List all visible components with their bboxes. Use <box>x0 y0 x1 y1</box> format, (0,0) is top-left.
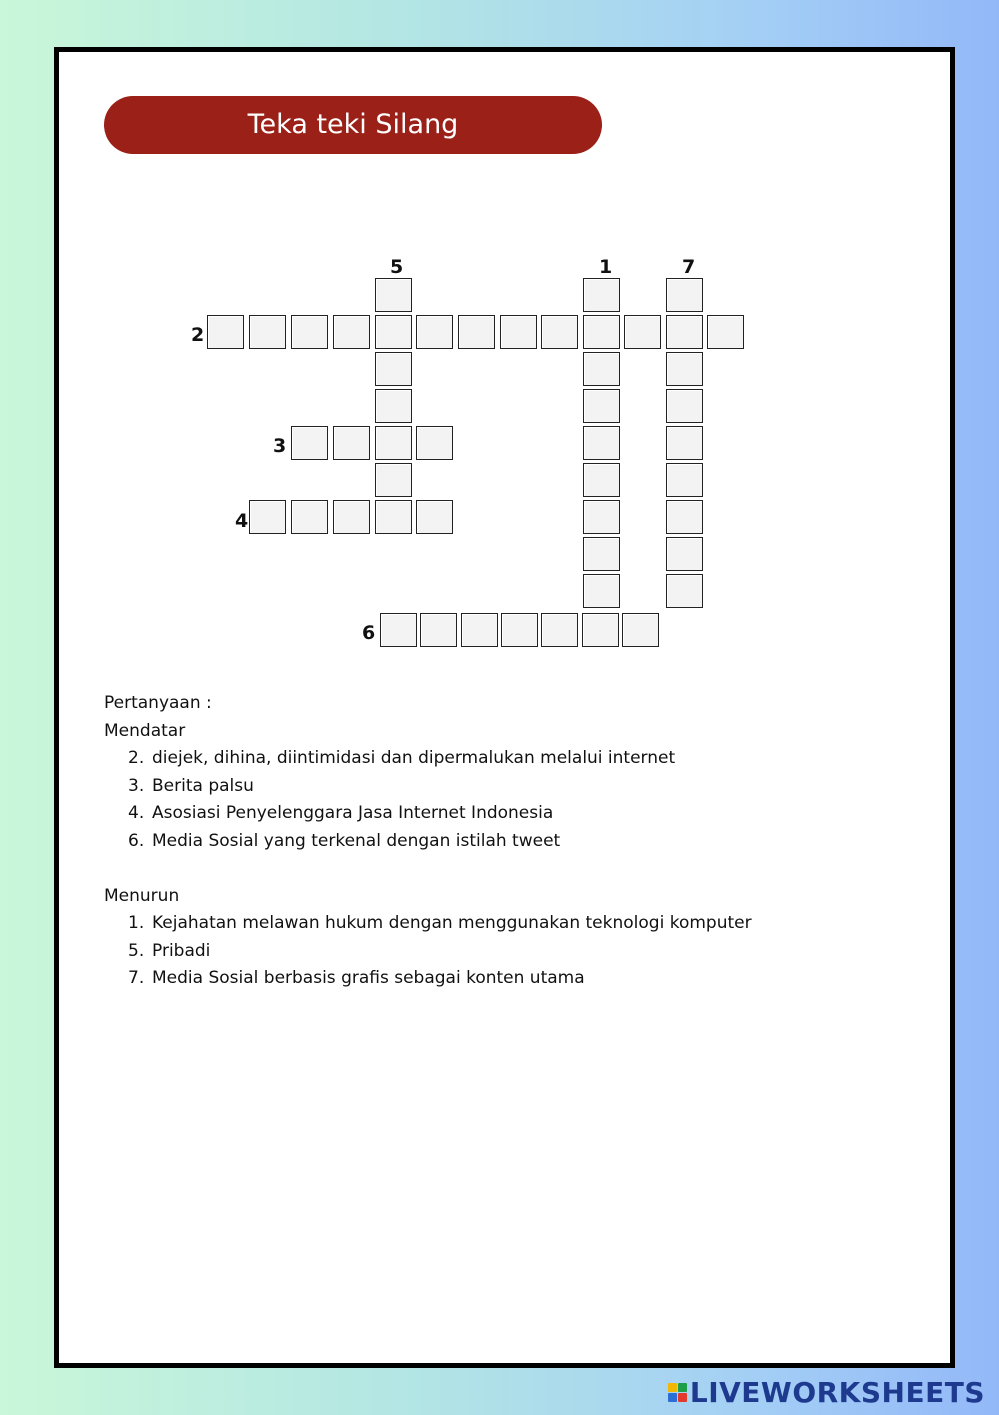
logo-square <box>678 1393 687 1402</box>
crossword-cell[interactable] <box>583 278 620 312</box>
across-clue-3 <box>104 773 904 801</box>
crossword-cell[interactable] <box>333 500 370 534</box>
crossword-cell[interactable] <box>416 426 453 460</box>
brand-name: LIVEWORKSHEETS <box>689 1375 985 1409</box>
clue-text: Kejahatan melawan hukum dengan menggunakan teknologi komputer <box>152 913 752 933</box>
down-heading: Menurun <box>104 885 180 906</box>
logo-square <box>678 1383 687 1392</box>
across-clue-4 <box>104 800 904 828</box>
questions-section <box>104 690 904 993</box>
crossword-cell[interactable] <box>583 426 620 460</box>
crossword-cell[interactable] <box>583 389 620 423</box>
crossword-cell[interactable] <box>583 463 620 497</box>
crossword-cell[interactable] <box>624 315 661 349</box>
clue-text: Asosiasi Penyelenggara Jasa Internet Indonesia <box>152 803 554 823</box>
liveworksheets-logo-icon <box>668 1383 687 1402</box>
questions-heading: Pertanyaan : <box>104 693 212 713</box>
crossword-cell[interactable] <box>375 426 412 460</box>
crossword-cell[interactable] <box>582 613 619 647</box>
crossword-cell[interactable] <box>666 500 703 534</box>
clue-text: Media Sosial berbasis grafis sebagai konten utama <box>152 968 585 988</box>
crossword-cell[interactable] <box>666 426 703 460</box>
crossword-cell[interactable] <box>583 352 620 386</box>
crossword-cell[interactable] <box>666 389 703 423</box>
crossword-cell[interactable] <box>666 352 703 386</box>
crossword-cell[interactable] <box>707 315 744 349</box>
clue-text: Pribadi <box>152 940 211 961</box>
crossword-cell[interactable] <box>583 537 620 571</box>
crossword-cell[interactable] <box>501 613 538 647</box>
clue-number-2: 2 <box>191 324 205 346</box>
across-clue-6 <box>104 828 904 856</box>
crossword-cell[interactable] <box>375 463 412 497</box>
crossword-cell[interactable] <box>333 315 370 349</box>
clue-num: 1. <box>128 913 145 933</box>
crossword-cell[interactable] <box>541 315 578 349</box>
spacer <box>104 855 904 883</box>
clue-number-1: 1 <box>599 256 613 278</box>
clue-num: 3. <box>128 775 145 796</box>
clue-text: Berita palsu <box>152 775 254 796</box>
crossword-cell[interactable] <box>207 315 244 349</box>
clue-num: 6. <box>128 830 145 851</box>
logo-square <box>668 1383 677 1392</box>
clue-number-3: 3 <box>273 435 287 457</box>
crossword-cell[interactable] <box>291 315 328 349</box>
crossword-cell[interactable] <box>420 613 457 647</box>
crossword-cell[interactable] <box>458 315 495 349</box>
crossword-cell[interactable] <box>416 500 453 534</box>
crossword-cell[interactable] <box>416 315 453 349</box>
crossword-cell[interactable] <box>333 426 370 460</box>
crossword-cell[interactable] <box>380 613 417 647</box>
crossword-cell[interactable] <box>622 613 659 647</box>
clue-text: Media Sosial yang terkenal dengan istilah tweet <box>152 830 561 851</box>
crossword-cell[interactable] <box>375 352 412 386</box>
across-heading: Mendatar <box>104 720 186 741</box>
down-clue-7 <box>104 965 904 993</box>
crossword-cell[interactable] <box>583 315 620 349</box>
crossword-cell[interactable] <box>375 500 412 534</box>
crossword-cell[interactable] <box>500 315 537 349</box>
clue-number-4: 4 <box>235 510 249 532</box>
crossword-cell[interactable] <box>666 537 703 571</box>
crossword-cell[interactable] <box>666 574 703 608</box>
down-clue-1 <box>104 910 904 938</box>
page-title: Teka teki Silang <box>104 96 602 154</box>
crossword-cell[interactable] <box>375 389 412 423</box>
logo-square <box>668 1393 677 1402</box>
crossword-cell[interactable] <box>583 500 620 534</box>
clue-num: 7. <box>128 968 145 988</box>
worksheet-page <box>54 47 955 1368</box>
crossword-cell[interactable] <box>291 426 328 460</box>
across-clue-2 <box>104 745 904 773</box>
crossword-cell[interactable] <box>249 315 286 349</box>
clue-num: 5. <box>128 940 145 961</box>
crossword-cell[interactable] <box>375 278 412 312</box>
clue-number-5: 5 <box>390 256 404 278</box>
crossword-cell[interactable] <box>666 315 703 349</box>
crossword-cell[interactable] <box>666 278 703 312</box>
clue-num: 4. <box>128 803 145 823</box>
crossword-cell[interactable] <box>666 463 703 497</box>
crossword-cell[interactable] <box>583 574 620 608</box>
clue-number-7: 7 <box>682 256 696 278</box>
down-clue-5 <box>104 938 904 966</box>
crossword-cell[interactable] <box>291 500 328 534</box>
clue-number-6: 6 <box>362 622 376 644</box>
crossword-cell[interactable] <box>541 613 578 647</box>
crossword-cell[interactable] <box>375 315 412 349</box>
clue-num: 2. <box>128 748 145 768</box>
crossword-cell[interactable] <box>461 613 498 647</box>
clue-text: diejek, dihina, diintimidasi dan dipermalukan melalui internet <box>152 748 676 768</box>
liveworksheets-logo <box>668 1377 985 1407</box>
crossword-cell[interactable] <box>249 500 286 534</box>
